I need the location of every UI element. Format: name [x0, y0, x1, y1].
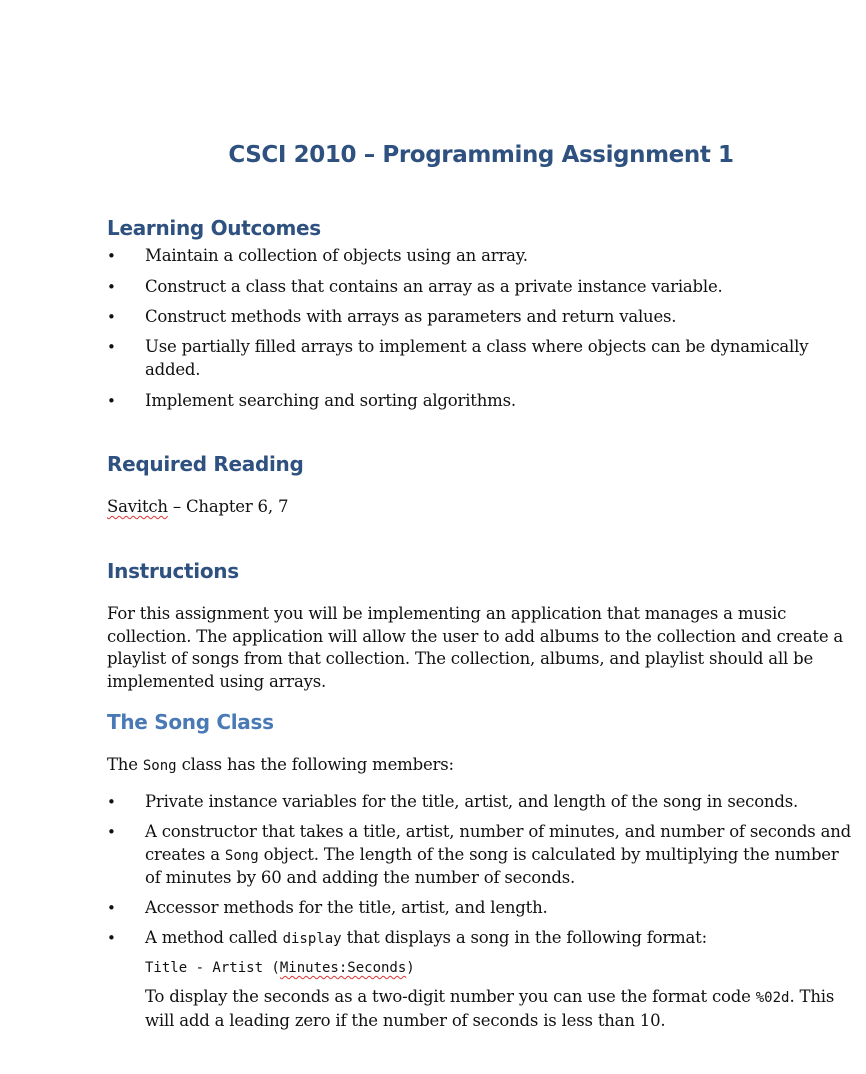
list-item	[107, 336, 859, 381]
list-item	[107, 276, 859, 299]
instructions-paragraph: For this assignment you will be implementing an application that manages a music collection. The application will allow the user to add albums to the collection and create a playlist of songs from that collection. The collection, albums, and playlist should all be implemented using arrays.	[107, 604, 844, 691]
reading-text	[107, 496, 847, 519]
code-format: %02d	[755, 990, 790, 1006]
list-item-text: Implement searching and sorting algorithms.	[145, 391, 516, 410]
list-item	[107, 306, 859, 329]
bullet: •	[107, 392, 116, 410]
list-item-text: Accessor methods for the title, artist, and length.	[145, 898, 548, 917]
heading-song-class: The Song Class	[107, 710, 274, 734]
heading-learning-outcomes: Learning Outcomes	[107, 216, 321, 240]
heading-required-reading: Required Reading	[107, 452, 304, 476]
list-item	[107, 927, 859, 951]
bullet: •	[107, 247, 116, 265]
bullet: •	[107, 899, 116, 917]
reading-author: Savitch	[107, 497, 168, 516]
reading-chapters: – Chapter 6, 7	[167, 497, 289, 516]
bullet: •	[107, 929, 116, 947]
code-song: Song	[142, 758, 177, 774]
list-item-text: Maintain a collection of objects using an array.	[145, 246, 528, 265]
heading-instructions: Instructions	[107, 559, 239, 583]
list-item-text: Construct a class that contains an array as a private instance variable.	[145, 277, 723, 296]
bullet: •	[107, 823, 116, 841]
document-title: CSCI 2010 – Programming Assignment 1	[228, 142, 734, 168]
list-item-text: A method called display that displays a song in the following format:	[145, 928, 707, 947]
list-item	[107, 245, 859, 268]
display-format-example: Title - Artist (Minutes:Seconds)	[145, 960, 415, 976]
list-item-text: Private instance variables for the title, artist, and length of the song in seconds.	[145, 792, 799, 811]
code-song: Song	[224, 847, 259, 864]
list-item	[107, 390, 859, 413]
format-note: To display the seconds as a two-digit number you can use the format code %02d. This will add a leading zero if the number of seconds is less than 10.	[145, 987, 835, 1030]
bullet: •	[107, 308, 116, 326]
song-class-intro: The Song class has the following members:	[107, 755, 454, 774]
bullet: •	[107, 338, 116, 356]
code-display: display	[282, 931, 342, 947]
bullet: •	[107, 793, 116, 811]
list-item	[107, 821, 859, 890]
list-item	[107, 897, 859, 920]
list-item-text: Construct methods with arrays as parameters and return values.	[145, 307, 677, 326]
list-item	[107, 791, 859, 814]
bullet: •	[107, 278, 116, 296]
format-minutes-seconds: Minutes:Seconds	[279, 960, 407, 976]
list-item-text: Use partially filled arrays to implement a class where objects can be dynamically added.	[145, 337, 809, 379]
list-item-text: A constructor that takes a title, artist, number of minutes, and number of seconds and creates a Song object. The length of the song is calculated by multiplying the number of minutes by 60 and adding the number of seconds.	[145, 822, 852, 887]
